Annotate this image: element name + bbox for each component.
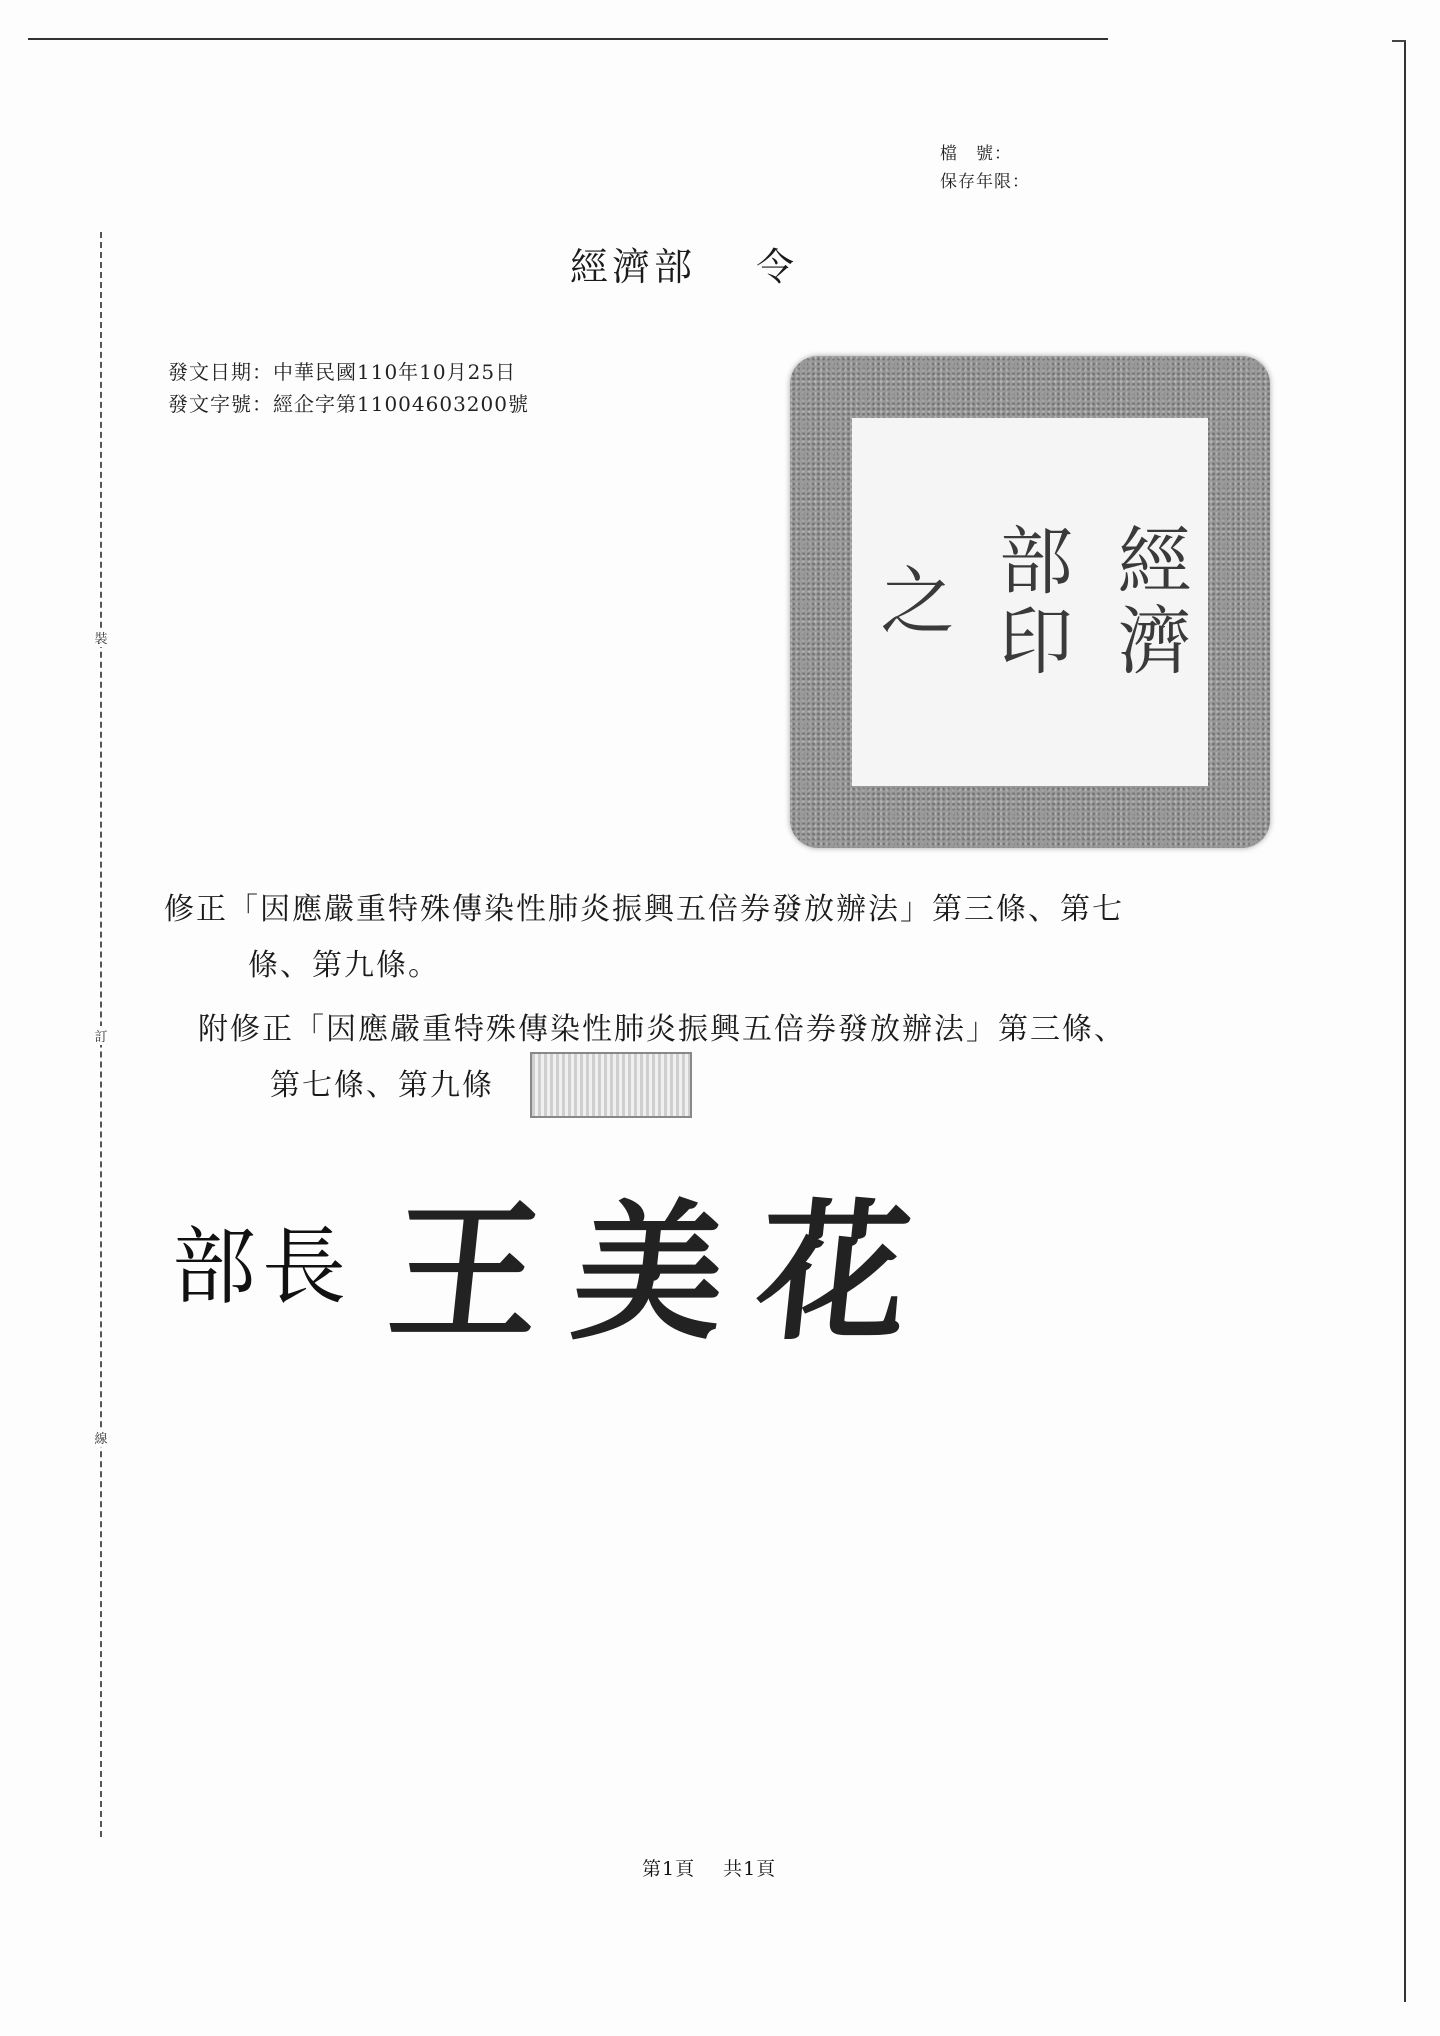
attachment-line-1: 附修正「因應嚴重特殊傳染性肺炎振興五倍券發放辦法」第三條、	[198, 1012, 1126, 1047]
file-number-label: 檔 號：	[940, 144, 1012, 164]
official-seal	[790, 356, 1270, 848]
attachment-stamp	[530, 1052, 692, 1118]
minister-title: 部長	[172, 1218, 353, 1316]
body-line-1: 修正「因應嚴重特殊傳染性肺炎振興五倍券發放辦法」第三條、第七	[164, 892, 1124, 927]
issue-date: 發文日期：中華民國110年10月25日	[168, 360, 517, 384]
binding-char-zhuang: 裝	[90, 628, 112, 647]
minister-signature: 王美花	[381, 1185, 952, 1361]
body-line-2: 條、第九條。	[248, 948, 440, 983]
filing-info	[940, 140, 1030, 196]
seal-col-middle: 部印	[986, 522, 1073, 682]
binding-char-ding: 訂	[90, 1026, 112, 1045]
order-label: 令	[756, 245, 799, 289]
seal-col-right: 經濟	[1105, 522, 1192, 682]
issue-number: 發文字號：經企字第11004603200號	[168, 392, 529, 416]
seal-face	[852, 418, 1208, 786]
seal-characters	[852, 418, 1208, 786]
attachment-line-2: 第七條、第九條	[270, 1068, 494, 1103]
right-border-rule	[1404, 42, 1406, 2002]
retention-period-label: 保存年限：	[940, 172, 1030, 192]
top-border-rule	[28, 38, 1108, 40]
document-title	[570, 236, 798, 291]
ministry-name: 經濟部	[570, 245, 697, 289]
seal-col-left: 之	[868, 562, 955, 642]
issue-meta	[168, 356, 529, 420]
page-number	[642, 1854, 776, 1881]
page-current: 第1頁	[642, 1858, 696, 1880]
binding-char-xian: 線	[90, 1428, 112, 1447]
page-total: 共1頁	[723, 1858, 777, 1880]
